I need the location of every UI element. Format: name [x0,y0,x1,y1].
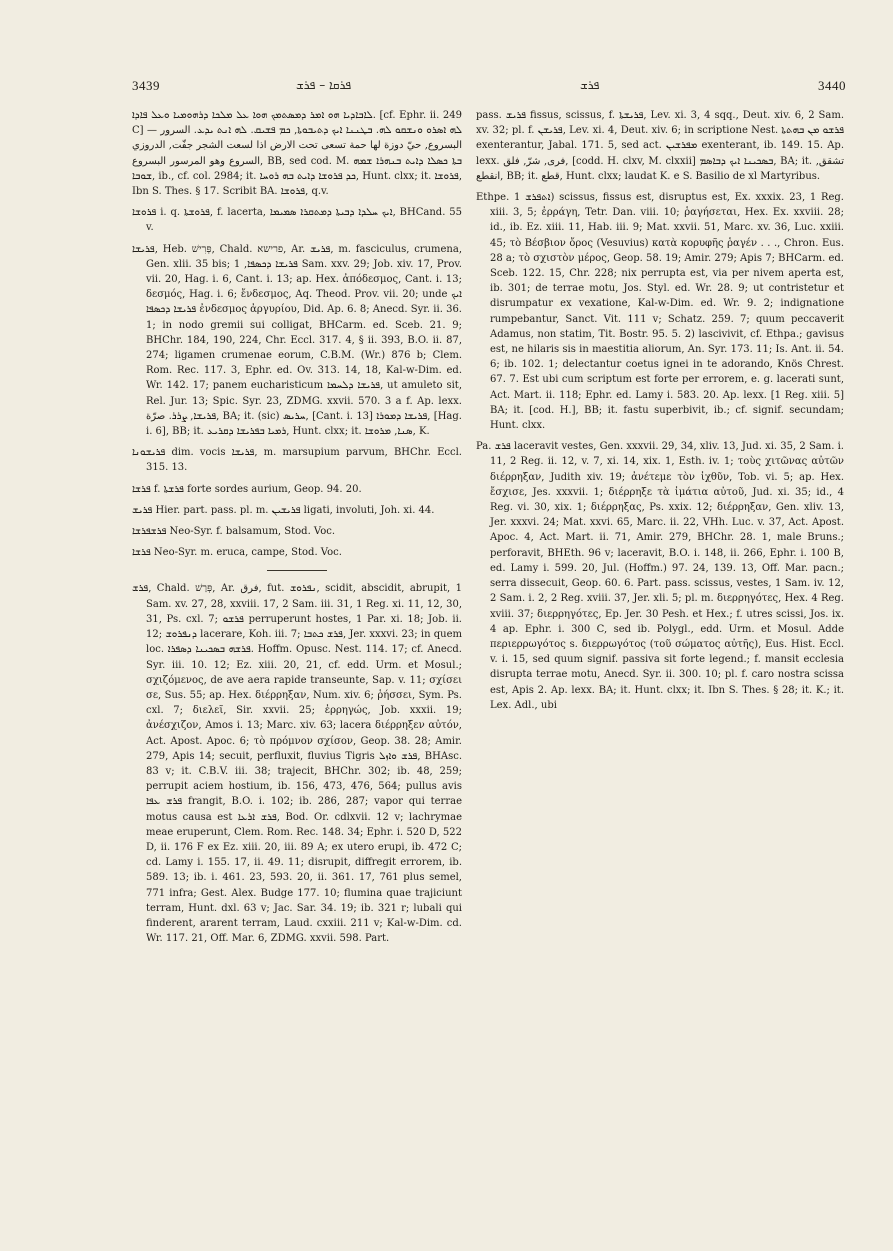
entry-parsha-neosyr: ܦܪܫܐ Neo-Syr. m. eruca, campe, Stod. Voc. [132,547,342,559]
left-column [132,108,462,1223]
entry-pael: Pa. ܦܪܫ laceravit vestes, Gen. xxxvii. 29, 34, xliv. 13, Jud. xi. 35, 2 Sam. i. 11, 2 Reg. ii. 12, v. 7, xi. 14, xix. 1, Esth. iv. 1; τοὺς χιτῶνας αὐτῶν διέρρηξαν, Judith xiv. 19; ἀνέτεμε τὸν ἰχθῦν, Tob. vi. 5; ap. Hex. ἔσχισε, Jes. xxxvii. 1; διέρρηξε τὰ ἱμάτια αὐτοῦ, Jud. xi. 35; id., 4 Reg. vi. 30, xix. 1; διέρρηξας, Ps. xxix. 12; διέρρηξαν, Gen. xliv. 13, Jer. xxxvi. 24; Mat. xxvi. 65, Marc. ii. 22, VHh. Luc. v. 37, Act. Apost. Apoc. 4, Act. Mart. ii. 71, Amir. 279, BHChr. 28. 1, male Bruns.; perforavit, BHEth. 96 v; laceravit, B.O. i. 148, ii. 266, Ephr. i. 100 B, ed. Lamy i. 599. 20, Jul. (Hoffm.) 97. 24, 139. 13, Off. Mar. pacn.; serra dissecuit, Geop. 60. 6. Part. pass. scissus, vestes, 1 Sam. iv. 12, 2 Sam. i. 2, 2 Reg. xviii. 37, Jer. xli. 5; pl. m. διερρηγότες, Hex. 4 Reg. xviii. 37; διερρηγότες, Ep. Jer. 30 Pesh. et Hex.; f. utres scissi, Jos. ix. 4 ap. Ephr. i. 300 C, sed ib. Polygl., edd. Urm. et Mosul. Adde περιερρωγότος s. διερρωγότος (τοῦ σώματος αὐτῆς), Eus. Hist. Eccl. v. i. 15, sed quum signif. passiva sit forte legend.; f. mansit ecclesia disrupta terrae motu, Anecd. Syr. ii. 300. 10; pl. f. caro nostra scissa est, Apis 2. Ap. lexx. BA; it. Hunt. clxx; it. Ibn S. Thes. § 28; it. K.; it. Lex. Adl., ubi [476,441,844,711]
section-divider [267,570,327,571]
entry-parishona: ܦܪܝܫܘܢܐ dim. vocis ܦܪܝܫܐ, m. marsupium parvum, BHChr. Eccl. 315. 13. [132,447,462,474]
entry-parwasha: ܦܪܘܫܐ i. q. ܦܪܘܫܬܐ, f. lacerta, ܐܝܟ ܚܠܕܐ ܕܒܝܬܐ ܕܡܬܩܪܐ ܣܡܝܡܐ, BHCand. 55 v. [132,207,462,234]
right-running-head: ܦܪܫ [580,78,600,92]
page-header [0,78,893,100]
entry-part-pass: pass. ܦܪܝܫ fissus, scissus, f. ܦܪܝܫܬܐ, Lev. xi. 3, 4 sqq., Deut. xiv. 6, 2 Sam. xv. 32; pl. f. ܦܪܝܫܢ, Lev. xi. 4, Deut. xiv. 6; in scriptione Nest. ܦܪܫܘ ܡܢ ܒܗܬܬܐ exenterantur, Jabal. 171. 5, sed act. ܡܦܪܫܝܢ exenterant, ib. 149. 15. Ap. lexx. فرى, شرّ, فلق, [codd. H. clxv, M. clxxii] ܒܣܟܝܢܐ ܐܝܟ ܕܒܐܣܡ, BA; it. تشقق, انقطع, BB; it. قطع, Hunt. clxx; laudat K. e S. Basilio de xl Martyribus. [476,110,844,182]
left-running-head: ܦܪܩܐ – ܦܪܫ [296,78,352,92]
entry-parish-hier: ܦܪܝܫ Hier. part. pass. pl. m. ܦܪܝܫܝܢ ligati, involuti, Joh. xi. 44. [132,504,435,516]
right-page-number: 3440 [818,78,846,93]
entry-continuation: ܠܐܒܐܕܝܐ ܗܘ ܐܡܪ ܕܡܣܬܡܟ ܗܘܐ ܥܠ ܡܠܟܐ ܕܪܗܘܡܝܐ ܘܥܠ ܦܐܕܐ. [cf. Ephr. ii. 249 C] ܠܗ ܐܣܪܘ ܘܢܫܩܘ ܠܗ. ܒܛܢܢܐ ܐܝܟ ܕܬܝܒܘܬܐ, ܟܡ ܦܫܝܩ. ܠܗ ܐܢܬ ܝܕܥ. السرور — البسروع, حيّ دوزة لها حمة تسعى تحت الارض اذا لسعت الشجر جفّت, الدروزي السروع وهو المرسور البسروع, BB, sed cod. M. ܒܬܐ ܟܣܠܐ ܕܐܝܬ ܒܢܗܪܐ ܫܡܗ ܫܘܒܐ, ib., cf. col. 2984; it. ܟܕ ܦܪܘܫܐ ܕܐܝܬ ܒܗ ܪܘܚܐ, Hunt. clxx; it. ܦܪܘܫܐ, Ibn S. Thes. § 17. Scribit BA. ܦܪܘܫܐ, q.v. [132,110,462,198]
entry-parsha: ܦܪܫܐ f. ܦܪܫܬܐ forte sordes aurium, Geop. 94. 20. [132,483,362,495]
right-column [476,108,844,1223]
entry-parshparsha: ܦܪܫܦܪܫܐ Neo-Syr. f. balsamum, Stod. Voc. [132,526,336,538]
left-page-number: 3439 [132,78,160,93]
entry-ethpe: Ethpe. ܐܬܦܪܫ 1) scissus, fissus est, disruptus est, Ex. xxxix. 23, 1 Reg. xiii. 3, 5; ἐρράγη, Tetr. Dan. viii. 10; ῥαγήσεται, Hex. Ex. xxviii. 28; id., ib. Ez. xiii. 11, Hab. iii. 9; Mat. xxvii. 51, Marc. xv. 36, Luc. xxiii. 45; τὸ Βέσβιον ὄρος (Vesuvius) κατὰ κορυφῆς ῥαγέν . . ., Chron. Eus. 28 a; τὸ σχιστὸν μέρος, Geop. 58. 19; Amir. 279; Apis 7; BHCarm. ed. Sceb. 122. 15, Chr. 228; nix perrupta est, via per nivem aperta est, ib. 301; de terrae motu, Jos. Styl. ed. Wr. 28. 9; ut contristetur et disrumpatur ex vexatione, Kal-w-Dim. ed. Wr. 9. 2; indignatione rumpebantur, Sanct. Vit. 111 v; Schatz. 259. 7; quum peccaverit Adamus, non statim, Tit. Bostr. 95. 5. 2) lascivivit, cf. Ethpa.; gavisus est, ne hilaris sis in maestitia aliorum, An. Syr. 173. 11; Is. Ant. ii. 54. 6; ib. 102. 1; delectantur coetus ignei in te adorando, Knös Chrest. 67. 7. Est ubi cum scriptum est forte per errorem, e. g. lacerati sunt, Act. Mart. ii. 118; Ephr. ed. Lamy i. 583. 20. Ap. lexx. [1 Reg. xiii. 5] BA; it. [cod. H.], BB; it. fastu superbivit, ib.; cf. signif. secundam; Hunt. clxx. [476,192,844,432]
entry-parisha: ܦܪܝܫܐ, Heb. פְּרִישׁ, Chald. פרישא, Ar. ܦܪܝܫ, m. fasciculus, crumena, Gen. xlii. 35 bis; ܦܪܝܫܐ ܕܟܣܦܐ, 1 Sam. xxv. 29; Job. xiv. 17, Prov. vii. 20, Hag. i. 6, Cant. i. 13; ap. Hex. ἀπόδεσμος, Cant. i. 13; δεσμός, Hag. i. 6; ἔνδεσμος, Aq. Theod. Prov. vii. 20; unde ܐܝܟ ܦܪܝܫܐ ܕܟܣܦܐ ἐνδεσμος ἀργυρίου, Did. Ap. 6. 8; Anecd. Syr. ii. 36. 1; in nodo gremii sui colligat, BHCarm. ed. Sceb. 21. 9; BHChr. 184, 190, 224, Chr. Eccl. 317. 4, § ii. 393, B.O. ii. 87, 274; ligamen crumenae eorum, C.B.M. (Wr.) 876 b; Clem. Rom. Rec. 117. 3, Ephr. ed. Ov. 313. 14, 18, Kal-w-Dim. ed. Wr. 142. 17; panem eucharisticum ܦܪܝܫܐ ܕܠܚܡܐ, ut amuleto sit, Rel. Jur. 13; Spic. Syr. 23, ZDMG. xxvii. 570. 3 a f. Ap. lexx. ܦܪܝܫܐ, ܨܪܪ. صرّة, BA; it. (sic) ܚܪܝܣ, [Cant. i. 13] ܦܪܝܫܐ ܕܡܘܪܐ, [Hag. i. 6], BB; it. ܪܡܝܐ ܒܦܪܝܫܐ ܕܩܪܝܥ, Hunt. clxx; it. ܣܢܐ, ܡܪܘܫܐ, K. [132,243,462,438]
entry-parash-verb: ܦܪܫ, Chald. פְּרַשׁ, Ar. فرق, fut. ܢܦܪܘܫ, scidit, abscidit, abrupit, 1 Sam. xv. 27, 28, xxviii. 17, 2 Sam. iii. 31, 1 Reg. xi. 11, 12, 30, 31, Ps. cxl. 7; ܦܪܫܘ perruperunt hostes, 1 Par. xi. 18; Job. ii. 12; ܕܢܦܪܘܫ lacerare, Koh. iii. 7; ܦܪܫ ܟܬܒܐ, Jer. xxxvi. 23; in quem loc. ܦܪܫܗ ܒܣܟܝܢܐ ܕܣܦܪܐ. Hoffm. Opusc. Nest. 114. 17; cf. Anecd. Syr. iii. 10. 12; Ez. xiii. 20, 21, cf. edd. Urm. et Mosul.; σχιζόμενος, de ave aera rapide transeunte, Sap. v. 11; σχίσει σε, Sus. 55; ap. Hex. διέρρηξαν, Num. xiv. 6; ῥήσσει, Sym. Ps. cxl. 7; διελεῖ, Sir. xxvii. 25; ἐρρηγώς, Job. xxxii. 19; ἀνέσχιζον, Amos i. 13; Marc. xiv. 63; lacera διέρρηξεν αὐτόν, Act. Apost. Apoc. 6; τὸ πρόμνον σχίσον, Geop. 38. 28; Amir. 279, Apis 14; secuit, perfluxit, fluvius Tigris ܦܪܫ ܘܐܙܠ, BHAsc. 83 v; it. C.B.V. iii. 38; trajecit, BHChr. 302; ib. 48, 259; perrupit aciem hostium, ib. 156, 473, 476, 564; pullus avis ܦܪܫ ܥܦܐ frangit, B.O. i. 102; ib. 286, 287; vapor qui terrae motus causa est ܦܪܫ ܐܪܥܐ, Bod. Or. cdlxvii. 12 v; lachrymae meae eruperunt, Clem. Rom. Rec. 148. 34; Ephr. i. 520 D, 522 D, ii. 176 F ex Ez. xiii. 20, iii. 89 A; ex utero erupi, ib. 472 C; cd. Lamy i. 155. 17, ii. 49. 11; disrupit, diffregit errorem, ib. 589. 13; ib. i. 461. 23, 593. 20, ii. 361. 17, 761 plus semel, 771 infra; Gest. Alex. Budge 177. 10; flumina quae trajiciunt terram, Hunt. dxl. 63 v; Jac. Sar. 34. 19; ib. 321 r; lubali qui finderent, ararent terram, Laud. cxxiii. 211 v; Kal-w-Dim. cd. Wr. 117. 21, Off. Mar. 6, ZDMG. xxvii. 598. Part. [132,583,462,945]
